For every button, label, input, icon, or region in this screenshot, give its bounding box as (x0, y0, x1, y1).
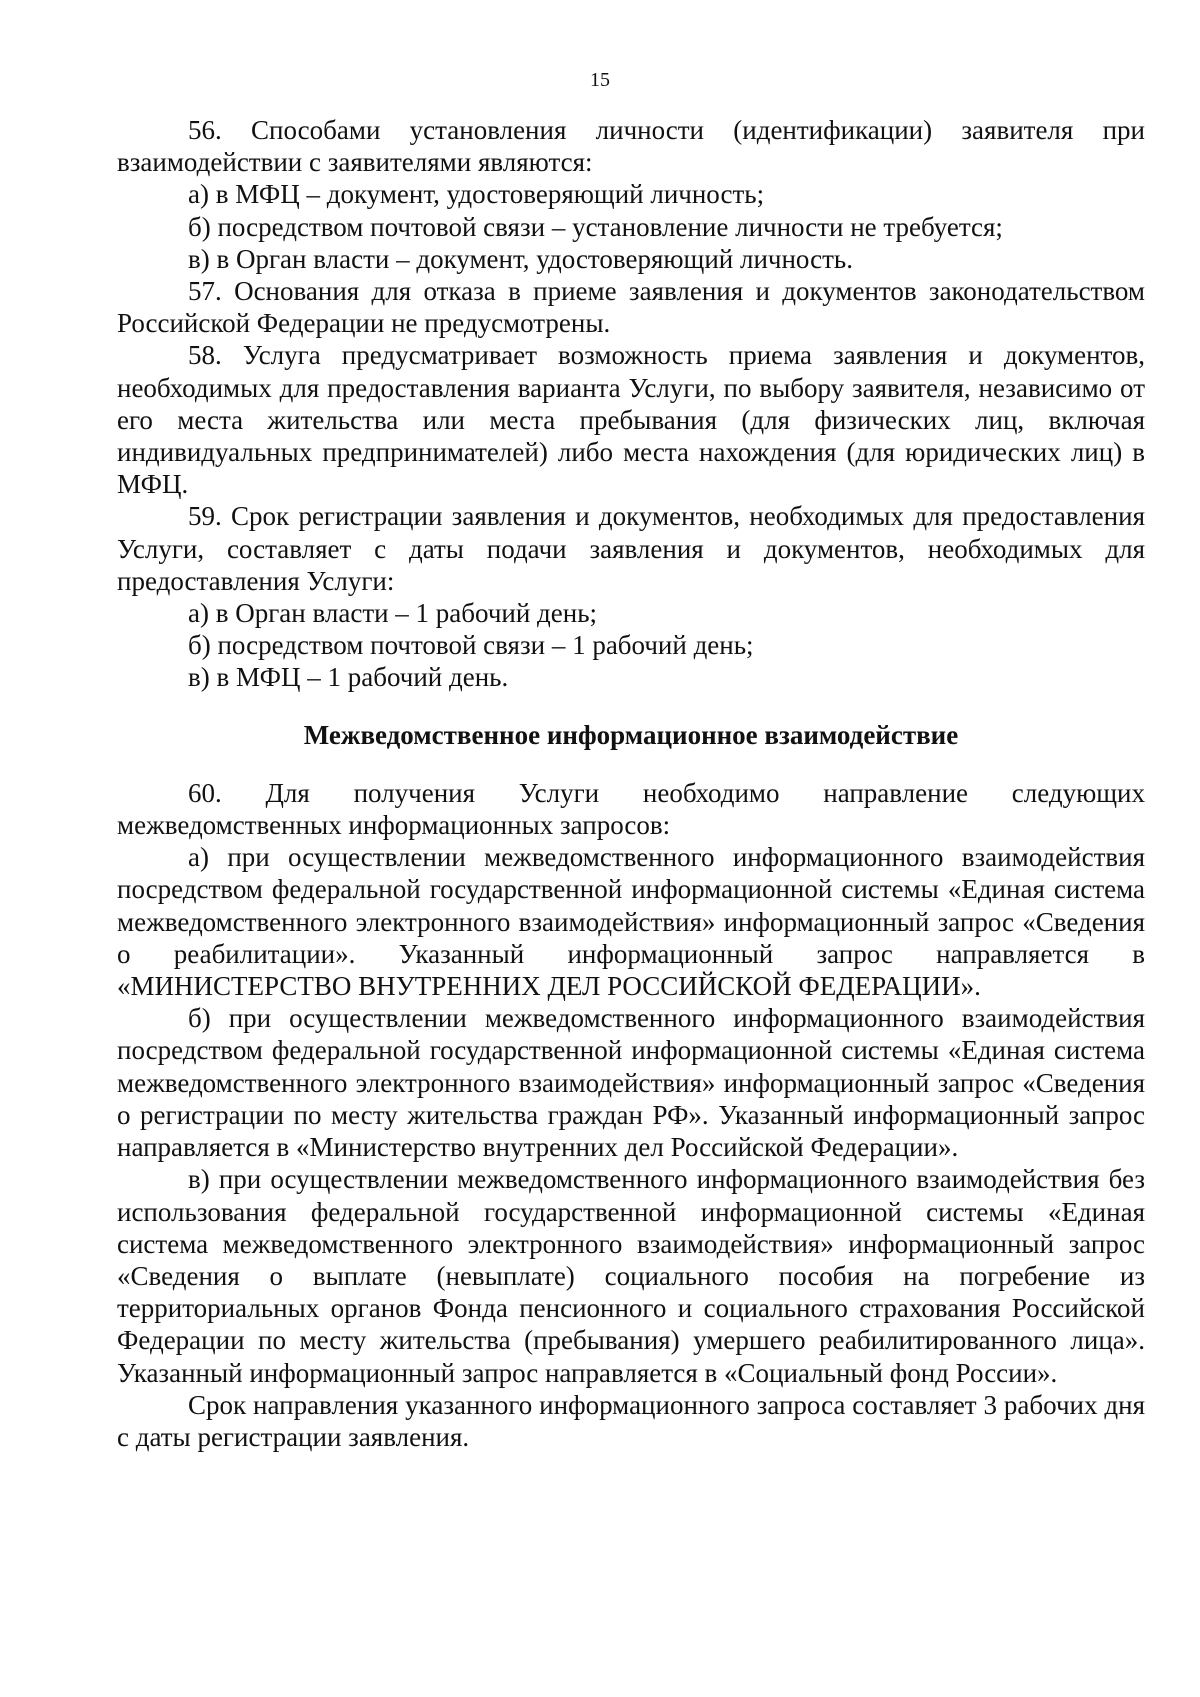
paragraph-56-b: б) посредством почтовой связи – установление личности не требуется; (188, 211, 1003, 242)
paragraph-60-a: а) при осуществлении межведомственного информационного взаимодействия посредством федеральной государственной информационной системы «Единая система межведомственного электронного взаимодействия» информационный запрос «Сведения о реабилитации». Указанный информационный запрос направляется в «МИНИСТЕРСТВО ВНУТРЕННИХ ДЕЛ РОССИЙСКОЙ ФЕДЕРАЦИИ». (117, 842, 1145, 1002)
paragraph-57: 57. Основания для отказа в приеме заявления и документов законодательством Российской Федерации не предусмотрены. (117, 276, 1145, 339)
paragraph-60-b: б) при осуществлении межведомственного информационного взаимодействия посредством федеральной государственной информационной системы «Единая система межведомственного электронного взаимодействия» информационный запрос «Сведения о регистрации по месту жительства граждан РФ». Указанный информационный запрос направляется в «Министерство внутренних дел Российской Федерации». (117, 1003, 1145, 1163)
paragraph-request-deadline: Срок направления указанного информационного запроса составляет 3 рабочих дня с даты регистрации заявления. (117, 1389, 1145, 1452)
page-number: 15 (590, 69, 610, 91)
paragraph-59-a: а) в Орган власти – 1 рабочий день; (188, 598, 598, 629)
section-heading: Межведомственное информационное взаимодействие (303, 719, 959, 750)
paragraph-56: 56. Способами установления личности (идентификации) заявителя при взаимодействии с заявителями являются: (117, 115, 1145, 178)
paragraph-59-b: б) посредством почтовой связи – 1 рабочий день; (188, 630, 754, 661)
paragraph-60: 60. Для получения Услуги необходимо направление следующих межведомственных информационных запросов: (117, 777, 1145, 841)
paragraph-59: 59. Срок регистрации заявления и документов, необходимых для предоставления Услуги, составляет с даты подачи заявления и документов, необходимых для предоставления Услуги: (117, 501, 1145, 596)
paragraph-56-a: а) в МФЦ – документ, удостоверяющий личность; (188, 179, 765, 210)
paragraph-59-c: в) в МФЦ – 1 рабочий день. (188, 662, 509, 693)
paragraph-60-c: в) при осуществлении межведомственного информационного взаимодействия без использования федеральной государственной информационной системы «Единая система межведомственного электронного взаимодействия» информационный запрос «Сведения о выплате (невыплате) социального пособия на погребение из территориальных органов Фонда пенсионного и социального страхования Российской Федерации по месту жительства (пребывания) умершего реабилитированного лица». Указанный информационный запрос направляется в «Социальный фонд России». (117, 1164, 1145, 1388)
document-body (117, 114, 1145, 1453)
paragraph-58: 58. Услуга предусматривает возможность приема заявления и документов, необходимых для предоставления варианта Услуги, по выбору заявителя, независимо от его места жительства или места пребывания (для физических лиц, включая индивидуальных предпринимателей) либо места нахождения (для юридических лиц) в МФЦ. (117, 340, 1145, 500)
paragraph-56-c: в) в Орган власти – документ, удостоверяющий личность. (188, 243, 853, 274)
